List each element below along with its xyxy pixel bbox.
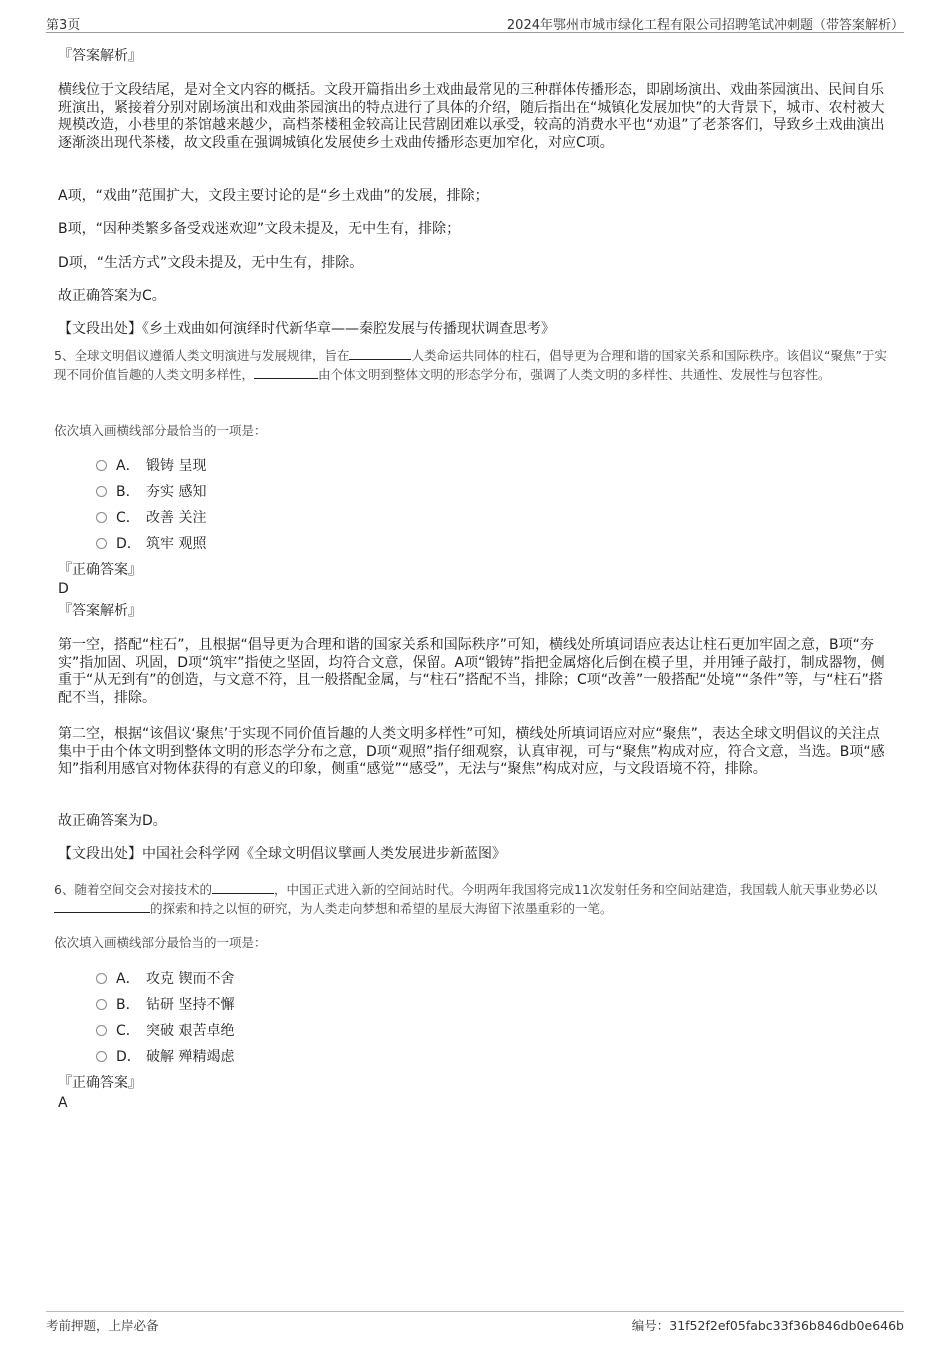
page-footer <box>46 1311 904 1334</box>
option-letter: C． <box>116 510 140 526</box>
option-letter: D． <box>116 536 141 552</box>
option-text: 改善 关注 <box>146 510 207 526</box>
q6-option-b[interactable] <box>96 995 234 1015</box>
q6-stem-part-3: 的探索和持之以恒的研究，为人类走向梦想和希望的星辰大海留下浓墨重彩的一笔。 <box>150 901 613 916</box>
footer-slogan: 考前押题，上岸必备 <box>46 1318 159 1333</box>
q5-answer-label: 『正确答案』 <box>58 562 142 578</box>
option-text: 攻克 锲而不舍 <box>146 971 235 987</box>
q6-option-d[interactable] <box>96 1047 234 1067</box>
document-title: 2024年鄂州市城市绿化工程有限公司招聘笔试冲刺题（带答案解析） <box>506 18 904 33</box>
radio-icon[interactable] <box>96 460 107 471</box>
q6-prompt: 依次填入画横线部分最恰当的一项是： <box>54 935 267 950</box>
q4-analysis-paragraph: 横线位于文段结尾，是对全文内容的概括。文段开篇指出乡土戏曲最常见的三种群体传播形态，即剧场演出、戏曲茶园演出、民间自乐班演出，紧接着分别对剧场演出和戏曲茶园演出的特点进行了具体的介绍，随后指出在“城镇化发展加快”的大背景下，城市、农村被大规模改造，小巷里的茶馆越来越少，高档茶楼租金较高让民营剧团难以承受，较高的消费水平也“劝退”了老茶客们，导致乡土戏曲演出逐渐淡出现代茶楼，故文段重在强调城镇化发展使乡土戏曲传播形态更加窄化，对应C项。 <box>58 82 885 151</box>
q5-conclusion: 故正确答案为D。 <box>58 813 167 829</box>
radio-icon[interactable] <box>96 538 107 549</box>
q4-source: 【文段出处】《乡土戏曲如何演绎时代新华章——秦腔发展与传播现状调查思考》 <box>58 321 555 337</box>
q5-option-a[interactable] <box>96 456 206 476</box>
q5-analysis-paragraph-2: 第二空，根据“该倡议‘聚焦’于实现不同价值旨趣的人类文明多样性”可知，横线处所填词语应对应“聚焦”，表达全球文明倡议的关注点集中于由个体文明到整体文明的形态学分布之意，D项“观照”指仔细观察，认真审视，可与“聚焦”构成对应，符合文意，当选。B项“感知”指利用感官对物体获得的有意义的印象，侧重“感觉”“感受”，无法与“聚焦”构成对应，与文段语境不符，排除。 <box>58 726 885 778</box>
radio-icon[interactable] <box>96 973 107 984</box>
q6-answer-label: 『正确答案』 <box>58 1075 142 1091</box>
q4-conclusion: 故正确答案为C。 <box>58 288 166 304</box>
q5-analysis-paragraph-1: 第一空，搭配“柱石”，且根据“倡导更为合理和谐的国家关系和国际秩序”可知，横线处所填词语应表达让柱石更加牢固之意，B项“夯实”指加固、巩固，D项“筑牢”指使之坚固，均符合文意，保留。A项“锻铸”指把金属熔化后倒在模子里，并用锤子敲打，制成器物，侧重于“从无到有”的创造，与文意不符，且一般搭配金属，与“柱石”搭配不当，排除；C项“改善”一般搭配“处境”“条件”等，与“柱石”搭配不当，排除。 <box>58 637 885 706</box>
q5-prompt: 依次填入画横线部分最恰当的一项是： <box>54 423 267 438</box>
option-text: 锻铸 呈现 <box>146 458 207 474</box>
option-letter: D． <box>116 1049 141 1065</box>
q5-blank-1 <box>349 346 411 360</box>
q4-analysis-option-d: D项，“生活方式”文段未提及，无中生有，排除。 <box>58 255 364 271</box>
option-letter: C． <box>116 1023 140 1039</box>
q5-stem-part-1: 5、全球文明倡议遵循人类文明演进与发展规律，旨在 <box>54 348 350 363</box>
radio-icon[interactable] <box>96 1025 107 1036</box>
page-header <box>46 14 904 33</box>
q5-blank-2 <box>254 365 318 379</box>
document-id: 编号：31f52f2ef05fabc33f36b846db0e646b <box>631 1318 904 1333</box>
option-text: 突破 艰苦卓绝 <box>146 1023 235 1039</box>
page-number: 第3页 <box>46 18 81 33</box>
q5-stem <box>54 346 888 384</box>
q6-option-c[interactable] <box>96 1021 234 1041</box>
q5-option-b[interactable] <box>96 482 206 502</box>
radio-icon[interactable] <box>96 1051 107 1062</box>
q4-analysis-option-a: A项，“戏曲”范围扩大，文段主要讨论的是“乡土戏曲”的发展，排除； <box>58 188 489 204</box>
option-letter: B． <box>116 484 140 500</box>
q5-option-d[interactable] <box>96 534 206 554</box>
option-letter: A． <box>116 458 140 474</box>
q5-answer: D <box>58 581 69 597</box>
q5-stem-part-3: 由个体文明到整体文明的形态学分布，强调了人类文明的多样性、共通性、发展性与包容性。 <box>318 367 831 382</box>
option-letter: B． <box>116 997 140 1013</box>
q6-stem-part-2: ，中国正式进入新的空间站时代。今明两年我国将完成11次发射任务和空间站建造，我国载人航天事业势必以 <box>273 882 878 897</box>
q6-blank-1 <box>212 880 274 894</box>
radio-icon[interactable] <box>96 999 107 1010</box>
q5-analysis-label: 『答案解析』 <box>58 603 142 619</box>
q6-stem <box>54 880 900 918</box>
radio-icon[interactable] <box>96 486 107 497</box>
option-text: 钻研 坚持不懈 <box>146 997 235 1013</box>
q4-analysis-option-b: B项，“因种类繁多备受戏迷欢迎”文段未提及，无中生有，排除； <box>58 221 461 237</box>
radio-icon[interactable] <box>96 512 107 523</box>
option-text: 筑牢 观照 <box>146 536 207 552</box>
option-text: 破解 殚精竭虑 <box>146 1049 235 1065</box>
q6-answer: A <box>58 1095 68 1111</box>
q5-source: 【文段出处】中国社会科学网《全球文明倡议擘画人类发展进步新蓝图》 <box>58 846 506 862</box>
option-text: 夯实 感知 <box>146 484 207 500</box>
q5-stem-part-2: 人类命运共同体的柱石，倡导更为合理和谐的国家关系和国际秩序。该倡议“聚焦”于实现不同价值旨趣的人类文明多样性， <box>54 348 887 382</box>
option-letter: A． <box>116 971 140 987</box>
q5-option-c[interactable] <box>96 508 206 528</box>
q6-blank-2 <box>54 899 150 913</box>
q6-option-a[interactable] <box>96 969 234 989</box>
q6-stem-part-1: 6、随着空间交会对接技术的 <box>54 882 212 897</box>
q4-analysis-label: 『答案解析』 <box>58 48 142 64</box>
